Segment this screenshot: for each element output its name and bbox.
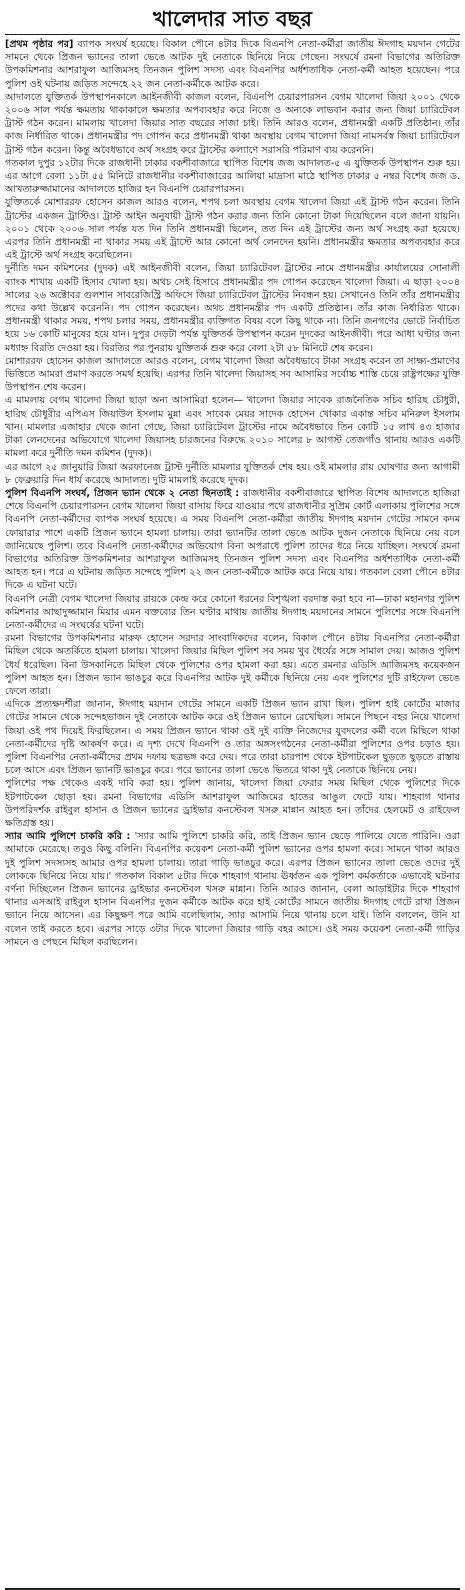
paragraph: আদালতে যুক্তিতর্ক উপস্থাপনকালে আইনজীবী কাজল বলেন, বিএনপি চেয়ারপারসন বেগম খালেদা জিয়া ২০০১ থেকে ২০০৬ সাল পর্যন্ত ক্ষমতায় থাকাকালে ক্ষমতার অপব্যবহার করে নিজে ও অন্যকে লাভবান করার জন্য জিয়া চ্যারিটেবল ট্রাস্ট গঠন করেন। মামলায় খালেদা জিয়ার সাত বছরের সাজা চাই। তিনি আরও বলেন, প্রধানমন্ত্রী একটি প্রতিষ্ঠান। তাঁর কাজ নির্ধারিত থাকে। প্রধানমন্ত্রীর পদ গোপন করে প্রধানমন্ত্রী থাকা অবস্থায় বেগম খালেদা জিয়া নামসর্বস্ব জিয়া চ্যারিটেবল ট্রাস্ট গঠন করেন। কিন্তু অবৈধভাবে অর্থ সংগ্রহ করে ট্রাস্টের কল্যাণে সরাসরি পরিমাণ ব্যয় করেননি। xyxy=(5,91,460,156)
paragraph-text: ব্যাপক সংঘর্ষ হয়েছে। বিকাল পৌনে ৪টার দিকে বিএনপি নেতা-কর্মীরা জাতীয় ঈদগাহ ময়দান গেটের সামনে থেকে প্রিজন ভ্যানের তালা ভেঙে আটক দুই নেতাকে ছিনিয়ে নিয়ে গেছেন। সংঘর্ষে রমনা বিভাগের অতিরিক্ত উপকমিশনার আশরাফুল আজিমসহ তিনজন পুলিশ সদস্য এবং বিএনপির অর্ধশতাধিক নেতা-কর্মী আহত হয়েছেন। পরে পুলিশ ওই ঘটনায় জড়িত সন্দেহে ২২ জন নেতা-কর্মীকে আটক করে। xyxy=(5,39,460,90)
article-headline: খালেদার সাত বছর xyxy=(5,4,460,35)
paragraph: এ মামলায় বেগম খালেদা জিয়া ছাড়া অন্য আসামিরা হলেন— খালেদা জিয়ার সাবেক রাজনৈতিক সচিব হারিছ চৌধুরী, হারিছ চৌধুরীর এপিএস জিয়াউল ইসলাম মুন্না এবং সাবেক মেয়র সাদেক হোসেন খোকার একান্ত সচিব মনিরুল ইসলাম খান। মামলার এজাহার থেকে জানা গেছে, জিয়া চ্যারিটেবল ট্রাস্টের নামে অবৈধভাবে তিন কোটি ১৫ লাখ ৪৩ হাজার টাকা লেনদেনের অভিযোগে খালেদা জিয়াসহ চারজনের বিরুদ্ধে ২০১০ সালের ৮ আগস্ট তেজগাঁও থানায় আরও একটি মামলা করে দুর্নীতি দমন কমিশন (দুদক)। xyxy=(5,395,460,460)
subheading: পুলিশ বিএনপি সংঘর্ষ, প্রিজন ভ্যান থেকে ২ নেতা ছিনতাই : xyxy=(5,487,240,499)
subheading: স্যার আমি পুলিশে চাকরি করি : xyxy=(5,831,131,843)
paragraph xyxy=(5,830,460,949)
paragraph: এর আগে ২৫ জানুয়ারি জিয়া অরফানেজ ট্রাস্ট দুর্নীতি মামলার যুক্তিতর্ক শেষ হয়। ওই মামলার রায় ঘোষণার জন্য আগামী ৮ ফেব্রুয়ারি দিন ধার্য করেছে আদালত। দুটি মামলাই করেছে দুদক। xyxy=(5,461,460,486)
article-body xyxy=(5,38,460,949)
paragraph: গতকাল দুপুর ১২টার দিকে রাজধানী ঢাকার বকশীবাজারে স্থাপিত বিশেষ জজ আদালত-৫ এ যুক্তিতর্ক উপস্থাপন শুরু হয়। এর আগে বেলা ১১টা ৫৫ মিনিটে রাজধানীর বকশীবাজারের আলিয়া মাদ্রাসা মাঠে স্থাপিত ঢাকার ৫ নম্বর বিশেষ জজ ড. আখতারুজ্জামানের আদালতে হাজির হন বিএনপি চেয়ারপারসন। xyxy=(5,157,460,196)
paragraph-text: রাজধানীর বকশীবাজারে স্থাপিত বিশেষ আদালতে হাজিরা শেষে বিএনপি চেয়ারপারসন বেগম খালেদা জিয়া বাসায় ফিরে যাওয়ার পথে রাজধানীর সুপ্রিম কোর্ট এলাকায় পুলিশের সঙ্গে বিএনপি নেতা-কর্মীদের ব্যাপক সংঘর্ষ হয়েছে। এ সময় বিএনপি নেতা-কর্মীরা জাতীয় ঈদগাহ ময়দান গেটের সামনে কদম ফোয়ারার পাশে একটি প্রিজন ভ্যানে হামলা চালায়। তারা ভ্যানটির তালা ভেঙে আটক দুজন নেতাকে ছিনিয়ে নেয় বলে জানিয়েছে পুলিশ। তবে বিএনপি নেতা-কর্মীদের অভিযোগ বিনা অপরাধে পুলিশ তাদের ধরে নিয়ে যাচ্ছিল। সংঘর্ষে রমনা বিভাগের অতিরিক্ত উপকমিশনার আশরাফুল আজিমসহ তিনজন পুলিশ সদস্য এবং বিএনপির অর্ধশতাধিক নেতা-কর্মী আহত হন। পরে এ ঘটনায় জড়িত সন্দেহে পুলিশ ২২ জন নেতা-কর্মীকে আটক করে নিয়ে যায়। গতকাল বেলা পৌনে ৪টার দিকে এ ঘটনা ঘটে। xyxy=(5,487,461,592)
paragraph xyxy=(5,487,460,593)
paragraph: বিএনপি নেত্রী বেগম খালেদা জিয়ার রায়কে কেন্দ্র করে কোনো ধরনের বিশৃঙ্খলা বরদাস্ত করা হবে না—ঢাকা মহানগর পুলিশ কমিশনার আছাদুজ্জামান মিয়ার এমন বক্তব্যের তিন ঘণ্টার মাথায় জাতীয় ঈদগাহ ময়দানের সামনে পুলিশের সঙ্গে বিএনপি নেতা-কর্মীদের এ সংঘর্ষের ঘটনা ঘটে। xyxy=(5,593,460,631)
paragraph: মোশাররফ হোসেন কাজল আদালতে আরও বলেন, বেগম খালেদা জিয়া অবৈধভাবে টাকা সংগ্রহ করেন তা সাক্ষ্য-প্রমাণের ভিত্তিতে আমরা প্রমাণ করতে সমর্থ হয়েছি। এরপর তিনি খালেদা জিয়াসহ সব আসামির সর্বোচ্চ শাস্তি চেয়ে রাষ্ট্রপক্ষের যুক্তি উপস্থাপন শেষ করেন। xyxy=(5,355,460,394)
paragraph: পুলিশের পক্ষ থেকেও একই দাবি করা হয়। পুলিশ জানায়, খালেদা জিয়া ফেরার সময় মিছিল থেকে পুলিশের দিকে ইটপাটকেল ছোড়া হয়। রমনা বিভাগের এডিসি আশরাফুল আজিমের হাতের আঙুল ফেটে যায়। শাহবাগ থানার উপপরিদর্শক রাইবুল হাসান ও প্রিজন ভ্যানের ড্রাইভার কনস্টেবল খসরু মান্নান আহত হন। তাঁদের হেলমেট ও রাইফেল ক্ষতিগ্রস্ত হয়। xyxy=(5,778,460,829)
paragraph: এদিকে প্রত্যক্ষদর্শীরা জানান, ঈদগাহ ময়দান গেটের সামনে একটি প্রিজন ভ্যান রাখা ছিল। পুলিশ হাই কোর্টের মাজার গেটের সামনে থেকে সন্দেহভাজন দুই নেতাকে আটক করে ওই প্রিজন ভ্যানে রেখেছিল। সামনে পিছনে বহর নিয়ে খালেদা জিয়া ওই পথ দিয়েই ফিরছিলেন। এ সময় প্রিজন ভ্যানে থাকা ওই দুই ব্যক্তি নিজেদের যুবদলের কর্মী বলে মিছিলে থাকা নেতা-কর্মীদের দৃষ্টি আকর্ষণ করে। এ দৃশ্য দেখে বিএনপি ও তার অঙ্গসংগঠনের নেতা-কর্মীরা পুলিশের ওপর চড়াও হয়। পুলিশ বিএনপির নেতা-কর্মীদের প্রথম দফায় ছত্রভঙ্গ করে দেয়। পরে তারা চারপাশ থেকে ইটপাটকেল ছুড়তে ছুড়তে রাস্তায় চলে আসে এবং প্রিজন ভ্যানটি ভাঙচুর করে। পরে ভ্যানের তালা ভেঙে ভিতরে থাকা দুই নেতাকে ছিনিয়ে নেয়। xyxy=(5,699,460,777)
paragraph: রমনা বিভাগের উপকমিশনার মারুফ হোসেন সরদার সাংবাদিকদের বলেন, বিকাল পৌনে ৪টায় বিএনপির নেতা-কর্মীরা মিছিল থেকে অতর্কিতে হামলা চালায়। খালেদা জিয়ার মিছিল পুলিশ সব সময় খুব ধৈর্যের সঙ্গে সামাল দেয়। আজও পুলিশ ধৈর্য ধরেছিল। বিনা উসকানিতে মিছিল থেকে পুলিশের ওপর হামলা করা হয়। এতে রমনার এডিসি আজিমসহ কয়েকজন পুলিশ আহত হন। প্রিজন ভ্যান ভাঙচুর করে বিএনপির আটক দুই কর্মীকে ছিনিয়ে নেয় এবং পুলিশের দুটি রাইফেল ভেঙে ফেলে তারা। xyxy=(5,633,460,697)
paragraph-text: 'স্যার আমি পুলিশে চাকরি করি, তাই প্রিজন ভ্যান ছেড়ে পালিয়ে যেতে পারিনি। ওরা আমাকে মেরেছে। তবুও কিছু বলিনি। বিএনপির কয়েকশ নেতা-কর্মী পুলিশ ভ্যানের ওপর হামলা করে। সামনে থাকা আরও দুই পুলিশ সদস্যসহ আমার ওপর হামলা চালায়। তারা গাড়ি ভাঙচুর করে। এরপর প্রিজন ভ্যানের তালা ভেঙে ওদের দুই লোককে ছিনিয়ে নিয়ে যায়।' গতকাল বিকাল ৫টার দিকে শাহবাগ থানায় ঊর্ধ্বতন এক পুলিশ কর্মকর্তাকে এভাবেই ঘটনার বর্ণনা দিচ্ছিলেন প্রিজন ভ্যানের ড্রাইভার কনস্টেবল খসরু মান্নান। তিনি আরও জানান, বেলা আড়াইটার দিকে শাহবাগ থানার এসআই রাইবুল হাসান বিএনপির দুজন কর্মীকে আটক করে হাই কোর্টের সামনে জাতীয় ঈদগাহ গেটে রাখা প্রিজন ভ্যানে নিয়ে আসেন। এর কিছুক্ষণ পরে আমি বলেছিলাম, স্যার আসামি নিয়ে থানায় চলে যাই। তিনি বললেন, উনি যা বলেন তাই করতে হবে। এরপর সাড়ে ৩টার দিকে খালেদা জিয়ার গাড়ি বহর আসে। ওই সময় কয়েকশ নেতা-কর্মী গাড়ির সামনে ও পেছনে মিছিল করছিলেন। xyxy=(5,831,460,948)
continued-from-reference: [প্রথম পৃষ্ঠার পর] xyxy=(5,39,74,50)
paragraph xyxy=(5,38,460,91)
paragraph: দুর্নীতি দমন কমিশনের (দুদক) এই আইনজীবী বলেন, জিয়া চ্যারিটেবল ট্রাস্টের নামে প্রধানমন্ত্রীর কার্যালয়ের সোনালী ব্যাংক শাখায় একটি হিসাব খোলা হয়। অথচ সেই হিসাবে প্রধানমন্ত্রীর পদ গোপন করেছেন খালেদা জিয়া। এ ছাড়া ২০০৪ সালের ২৬ অক্টোবর গুলশান সাবরেজিস্ট্রি অফিসে জিয়া চ্যারিটেবল ট্রাস্টের নিবন্ধন হয়। সেখানেও তিনি তাঁর প্রধানমন্ত্রীর পদের কথা উল্লেখ করেননি। পদ গোপন করেছেন। অথচ প্রধানমন্ত্রীর পদ একটি প্রতিষ্ঠান। তাঁর কাজ নির্ধারিত থাকে। প্রধানমন্ত্রী থাকার সময়, শপথ চলার সময়, প্রধানমন্ত্রীর ব্যক্তিগত বিষয় বলে কিছু থাকে না। তিনি জনগণের ভোটে নির্বাচিত হয়ে ১৬ কোটি মানুষের হয়ে যান। দুপুর দেড়টা পর্যন্ত যুক্তিতর্ক উপস্থাপন করেন দুদকের আইনজীবী। পরে আধা ঘণ্টার জন্য মধ্যাহ্ন বিরতি দেওয়া হয়। বিরতির পর পুনরায় যুক্তিতর্ক শুরু করে বেলা ২টা ৫৮ মিনিটে শেষ করেন। xyxy=(5,263,460,354)
paragraph: যুক্তিতর্কে মোশাররফ হোসেন কাজল আরও বলেন, শপথ চলা অবস্থায় বেগম খালেদা জিয়া এই ট্রাস্ট গঠন করেন। তিনি ট্রাস্টের একজন ট্রাস্টিও। ট্রাস্ট আইন অনুযায়ী ট্রাস্ট গঠন করার জন্য তিনি কোনো টাকা দিয়েছিলেন বলে জানা যায়নি। ২০০১ থেকে ২০০৬ সাল পর্যন্ত যত দিন তিনি প্রধানমন্ত্রী ছিলেন, তত দিন এই ট্রাস্টের জন্য অর্থ সংগ্রহ করা হয়েছে। এরপর তিনি প্রধানমন্ত্রী না থাকার সময় এই ট্রাস্টে আর কোনো অর্থ লেনদেন হয়নি। প্রধানমন্ত্রীর ক্ষমতার অপব্যবহার করে এই ট্রাস্টে অর্থ সংগ্রহ করেছিলেন। xyxy=(5,197,460,262)
